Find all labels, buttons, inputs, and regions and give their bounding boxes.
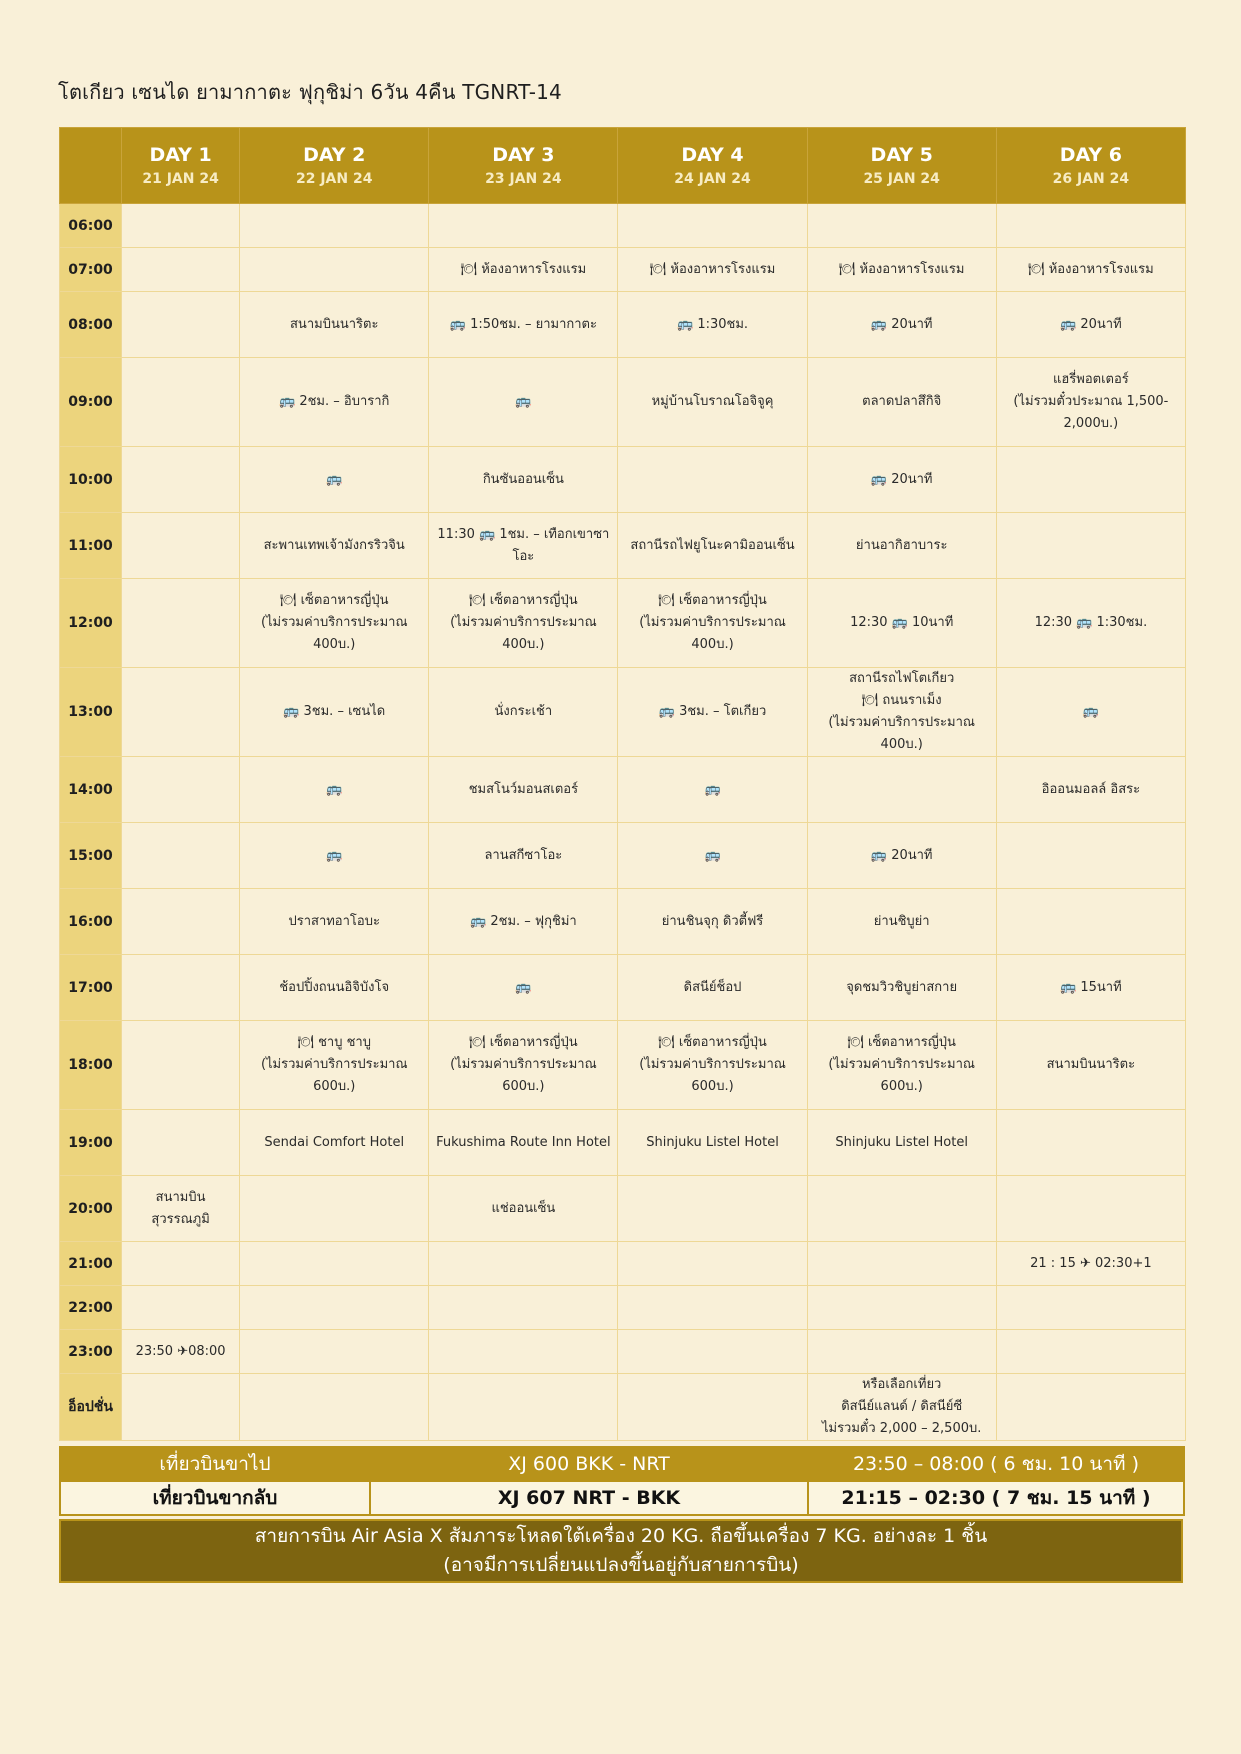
schedule-cell bbox=[122, 204, 240, 248]
schedule-cell bbox=[807, 204, 996, 248]
activity-text: หมู่บ้านโบราณโอจิจูคุ bbox=[651, 394, 774, 409]
schedule-cell bbox=[807, 292, 996, 358]
schedule-cell bbox=[996, 1374, 1185, 1441]
activity-text: 🍽 เซ็ตอาหารญี่ปุ่น (ไม่รวมค่าบริการประมาณ 400บ.) bbox=[639, 593, 786, 652]
schedule-cell bbox=[618, 447, 807, 513]
activity-text: 🚌 bbox=[515, 394, 532, 409]
schedule-cell bbox=[807, 823, 996, 889]
schedule-row bbox=[60, 1110, 1186, 1176]
schedule-cell bbox=[240, 358, 429, 447]
schedule-cell bbox=[429, 1021, 618, 1110]
schedule-cell bbox=[429, 292, 618, 358]
schedule-cell bbox=[618, 358, 807, 447]
time-slot: 15:00 bbox=[60, 823, 122, 889]
day-date: 22 JAN 24 bbox=[295, 170, 373, 187]
schedule-cell bbox=[122, 955, 240, 1021]
activity-text: กินซันออนเซ็น bbox=[482, 471, 564, 487]
schedule-cell bbox=[807, 1330, 996, 1374]
schedule-cell bbox=[240, 1374, 429, 1441]
schedule-row bbox=[60, 248, 1186, 292]
activity-text: ดิสนีย์ช็อป bbox=[683, 979, 742, 995]
schedule-cell bbox=[240, 668, 429, 757]
schedule-cell bbox=[122, 358, 240, 447]
schedule-cell bbox=[618, 248, 807, 292]
schedule-cell bbox=[240, 1286, 429, 1330]
schedule-cell bbox=[122, 1110, 240, 1176]
schedule-cell bbox=[240, 1330, 429, 1374]
schedule-cell bbox=[807, 1242, 996, 1286]
schedule-cell bbox=[429, 1330, 618, 1374]
activity-text: 🚌 2ชม. – อิบารากิ bbox=[279, 394, 390, 409]
schedule-cell bbox=[618, 1176, 807, 1242]
schedule-cell bbox=[429, 204, 618, 248]
schedule-cell bbox=[122, 757, 240, 823]
day-header bbox=[618, 128, 807, 204]
activity-text: 🍽 เซ็ตอาหารญี่ปุ่น (ไม่รวมค่าบริการประมาณ 600บ.) bbox=[828, 1035, 975, 1094]
schedule-cell bbox=[429, 1286, 618, 1330]
activity-text: แฮรี่พอตเตอร์ (ไม่รวมตั๋วประมาณ 1,500-2,000บ.) bbox=[1013, 372, 1169, 431]
schedule-cell bbox=[807, 889, 996, 955]
schedule-cell bbox=[996, 358, 1185, 447]
schedule-cell bbox=[240, 1021, 429, 1110]
page-title: โตเกียว เซนได ยามากาตะ ฟุกุชิม่า 6วัน 4คืน TGNRT-14 bbox=[58, 80, 562, 104]
day-header bbox=[429, 128, 618, 204]
schedule-cell bbox=[240, 955, 429, 1021]
activity-text: สนามบินสุวรรณภูมิ bbox=[151, 1189, 210, 1227]
day-name: DAY 6 bbox=[1059, 143, 1123, 166]
schedule-cell bbox=[996, 204, 1185, 248]
schedule-cell bbox=[240, 1176, 429, 1242]
schedule-cell bbox=[996, 1286, 1185, 1330]
schedule-cell bbox=[618, 1330, 807, 1374]
activity-text: ลานสกีซาโอะ bbox=[484, 847, 563, 863]
time-slot: 18:00 bbox=[60, 1021, 122, 1110]
schedule-cell bbox=[122, 1286, 240, 1330]
notice-line-1: สายการบิน Air Asia X สัมภาระโหลดใต้เครื่อง 20 KG. ถือขึ้นเครื่อง 7 KG. อย่างละ 1 ชิ้น bbox=[254, 1525, 988, 1547]
schedule-cell bbox=[996, 823, 1185, 889]
activity-text: 🚌 bbox=[326, 781, 343, 797]
activity-text: 🚌 bbox=[704, 781, 721, 797]
activity-text: 12:30 🚌 10นาที bbox=[850, 615, 954, 630]
schedule-cell bbox=[122, 292, 240, 358]
schedule-cell bbox=[996, 513, 1185, 579]
schedule-cell bbox=[429, 1176, 618, 1242]
schedule-cell bbox=[807, 955, 996, 1021]
day-name: DAY 1 bbox=[149, 143, 212, 166]
day-header bbox=[807, 128, 996, 204]
schedule-row bbox=[60, 668, 1186, 757]
day-name: DAY 5 bbox=[870, 143, 933, 166]
activity-text: สถานีรถไฟยูโนะคามิออนเซ็น bbox=[630, 537, 795, 553]
schedule-cell bbox=[618, 668, 807, 757]
schedule-cell bbox=[240, 1242, 429, 1286]
schedule-cell bbox=[429, 823, 618, 889]
outbound-route: XJ 600 BKK - NRT bbox=[370, 1447, 808, 1481]
time-slot: 16:00 bbox=[60, 889, 122, 955]
schedule-cell bbox=[996, 1021, 1185, 1110]
activity-text: ย่านชิบูย่า bbox=[873, 913, 930, 929]
schedule-cell bbox=[618, 292, 807, 358]
time-slot: 14:00 bbox=[60, 757, 122, 823]
schedule-cell bbox=[807, 668, 996, 757]
schedule-cell bbox=[807, 1021, 996, 1110]
schedule-cell bbox=[618, 1110, 807, 1176]
schedule-cell bbox=[240, 513, 429, 579]
activity-text: 🚌 20นาที bbox=[870, 316, 933, 332]
time-slot: 06:00 bbox=[60, 204, 122, 248]
time-slot: 19:00 bbox=[60, 1110, 122, 1176]
schedule-cell bbox=[807, 513, 996, 579]
schedule-cell bbox=[240, 889, 429, 955]
schedule-cell bbox=[996, 955, 1185, 1021]
day-header bbox=[996, 128, 1185, 204]
schedule-cell bbox=[996, 757, 1185, 823]
day-date: 23 JAN 24 bbox=[485, 170, 562, 187]
activity-text: หรือเลือกเที่ยว ดิสนีย์แลนด์ / ดิสนีย์ซี ไม่รวมตั๋ว 2,000 – 2,500บ. bbox=[821, 1377, 982, 1436]
schedule-cell bbox=[807, 1374, 996, 1441]
schedule-cell bbox=[807, 358, 996, 447]
schedule-row bbox=[60, 1242, 1186, 1286]
return-time: 21:15 – 02:30 ( 7 ชม. 15 นาที ) bbox=[808, 1481, 1184, 1515]
schedule-cell bbox=[240, 447, 429, 513]
itinerary-table bbox=[59, 127, 1186, 1441]
activity-text: ปราสาทอาโอบะ bbox=[288, 913, 380, 929]
activity-text: Shinjuku Listel Hotel bbox=[835, 1134, 968, 1150]
schedule-cell bbox=[429, 955, 618, 1021]
schedule-cell bbox=[429, 889, 618, 955]
schedule-cell bbox=[807, 1110, 996, 1176]
schedule-cell bbox=[807, 1176, 996, 1242]
schedule-cell bbox=[240, 757, 429, 823]
activity-text: 🚌 bbox=[515, 979, 532, 995]
activity-text: 🚌 20นาที bbox=[870, 471, 933, 487]
activity-text: 🍽 เซ็ตอาหารญี่ปุ่น (ไม่รวมค่าบริการประมาณ 400บ.) bbox=[450, 593, 597, 652]
schedule-cell bbox=[618, 889, 807, 955]
schedule-cell bbox=[122, 1374, 240, 1441]
schedule-row bbox=[60, 1176, 1186, 1242]
activity-text: ย่านชินจุกุ ดิวตี้ฟรี bbox=[661, 913, 764, 929]
schedule-cell bbox=[122, 447, 240, 513]
activity-text: 🍽 ห้องอาหารโรงแรม bbox=[1028, 261, 1154, 277]
activity-text: สนามบินนาริตะ bbox=[1046, 1057, 1136, 1072]
day-header bbox=[240, 128, 429, 204]
activity-text: 🍽 ห้องอาหารโรงแรม bbox=[649, 261, 776, 277]
outbound-time: 23:50 – 08:00 ( 6 ชม. 10 นาที ) bbox=[808, 1447, 1184, 1481]
activity-text: จุดชมวิวชิบูย่าสกาย bbox=[846, 979, 958, 995]
airline-notice bbox=[59, 1519, 1183, 1583]
time-slot: 07:00 bbox=[60, 248, 122, 292]
activity-text: 🚌 bbox=[326, 471, 343, 487]
schedule-cell bbox=[429, 513, 618, 579]
schedule-row bbox=[60, 955, 1186, 1021]
schedule-cell bbox=[618, 1021, 807, 1110]
day-name: DAY 2 bbox=[303, 143, 366, 166]
flight-summary bbox=[59, 1446, 1185, 1516]
activity-text: 🚌 2ชม. – ฟุกุชิม่า bbox=[470, 913, 577, 929]
schedule-cell bbox=[618, 757, 807, 823]
activity-text: 12:30 🚌 1:30ชม. bbox=[1034, 615, 1148, 630]
activity-text: 🚌 bbox=[326, 847, 343, 863]
schedule-cell bbox=[618, 955, 807, 1021]
schedule-cell bbox=[240, 292, 429, 358]
notice-line-2: (อาจมีการเปลี่ยนแปลงขึ้นอยู่กับสายการบิน) bbox=[443, 1554, 799, 1576]
schedule-cell bbox=[429, 358, 618, 447]
activity-text: 21 : 15 ✈ 02:30+1 bbox=[1030, 1255, 1152, 1271]
time-slot: 09:00 bbox=[60, 358, 122, 447]
activity-text: นั่งกระเช้า bbox=[494, 704, 553, 719]
day-header-row bbox=[60, 128, 1186, 204]
schedule-cell bbox=[122, 823, 240, 889]
activity-text: 🚌 3ชม. – โตเกียว bbox=[658, 704, 767, 719]
day-name: DAY 4 bbox=[681, 143, 744, 166]
schedule-cell bbox=[122, 1330, 240, 1374]
schedule-cell bbox=[429, 757, 618, 823]
activity-text: 🍽 ห้องอาหารโรงแรม bbox=[460, 261, 587, 277]
schedule-cell bbox=[122, 513, 240, 579]
schedule-row bbox=[60, 889, 1186, 955]
schedule-row bbox=[60, 1330, 1186, 1374]
outbound-flight-row bbox=[60, 1447, 1184, 1481]
schedule-cell bbox=[807, 757, 996, 823]
activity-text: 🚌 1:30ชม. bbox=[677, 316, 749, 332]
time-slot: 10:00 bbox=[60, 447, 122, 513]
schedule-row bbox=[60, 292, 1186, 358]
day-date: 24 JAN 24 bbox=[674, 170, 751, 187]
schedule-cell bbox=[996, 889, 1185, 955]
activity-text: สะพานเทพเจ้ามังกรริวจิน bbox=[263, 537, 405, 553]
schedule-cell bbox=[240, 579, 429, 668]
schedule-cell bbox=[122, 889, 240, 955]
activity-text: 23:50 ✈08:00 bbox=[135, 1343, 226, 1359]
outbound-label: เที่ยวบินขาไป bbox=[60, 1447, 370, 1481]
return-label: เที่ยวบินขากลับ bbox=[60, 1481, 370, 1515]
activity-text: 11:30 🚌 1ชม. – เทือกเขาซาโอะ bbox=[437, 526, 610, 564]
schedule-cell bbox=[807, 447, 996, 513]
activity-text: ช้อปปิ้งถนนอิจิบังโจ bbox=[279, 979, 390, 995]
schedule-cell bbox=[618, 1286, 807, 1330]
time-slot: 21:00 bbox=[60, 1242, 122, 1286]
activity-text: 🚌 1:50ชม. – ยามากาตะ bbox=[449, 316, 597, 332]
activity-text: Shinjuku Listel Hotel bbox=[646, 1134, 779, 1150]
schedule-cell bbox=[996, 579, 1185, 668]
day-date: 26 JAN 24 bbox=[1052, 170, 1130, 187]
day-name: DAY 3 bbox=[492, 143, 555, 166]
time-slot: 17:00 bbox=[60, 955, 122, 1021]
activity-text: 🚌 bbox=[704, 847, 721, 863]
day-date: 21 JAN 24 bbox=[142, 170, 219, 187]
activity-text: 🚌 20นาที bbox=[870, 847, 933, 863]
return-route: XJ 607 NRT - BKK bbox=[370, 1481, 808, 1515]
activity-text: 🍽 ชาบู ชาบู (ไม่รวมค่าบริการประมาณ 600บ.) bbox=[260, 1035, 408, 1094]
schedule-row bbox=[60, 757, 1186, 823]
schedule-cell bbox=[996, 668, 1185, 757]
time-slot: 08:00 bbox=[60, 292, 122, 358]
schedule-row bbox=[60, 447, 1186, 513]
schedule-row bbox=[60, 513, 1186, 579]
time-slot: 11:00 bbox=[60, 513, 122, 579]
schedule-row bbox=[60, 1374, 1186, 1441]
activity-text: ชมสโนว์มอนสเตอร์ bbox=[468, 781, 579, 797]
activity-text: อิออนมอลล์ อิสระ bbox=[1041, 781, 1141, 797]
schedule-cell bbox=[618, 823, 807, 889]
schedule-cell bbox=[996, 292, 1185, 358]
schedule-cell bbox=[240, 248, 429, 292]
schedule-cell bbox=[122, 1176, 240, 1242]
schedule-cell bbox=[429, 668, 618, 757]
schedule-cell bbox=[122, 579, 240, 668]
activity-text: ย่านอากิฮาบาระ bbox=[855, 537, 948, 553]
schedule-cell bbox=[429, 1242, 618, 1286]
day-date: 25 JAN 24 bbox=[863, 170, 940, 187]
activity-text: สถานีรถไฟโตเกียว 🍽 ถนนราเม็ง (ไม่รวมค่าบริการประมาณ 400บ.) bbox=[828, 671, 975, 752]
activity-text: แช่ออนเซ็น bbox=[491, 1200, 556, 1216]
time-slot: 23:00 bbox=[60, 1330, 122, 1374]
schedule-cell bbox=[996, 1242, 1185, 1286]
time-slot: 22:00 bbox=[60, 1286, 122, 1330]
schedule-cell bbox=[618, 1374, 807, 1441]
activity-text: 🚌 3ชม. – เซนได bbox=[283, 704, 386, 719]
activity-text: ตลาดปลาสึกิจิ bbox=[862, 394, 942, 409]
time-slot: อ็อปชั่น bbox=[60, 1374, 122, 1441]
schedule-row bbox=[60, 1286, 1186, 1330]
schedule-cell bbox=[240, 204, 429, 248]
schedule-cell bbox=[807, 579, 996, 668]
activity-text: สนามบินนาริตะ bbox=[290, 316, 379, 332]
schedule-cell bbox=[618, 204, 807, 248]
schedule-cell bbox=[618, 1242, 807, 1286]
schedule-cell bbox=[807, 1286, 996, 1330]
schedule-row bbox=[60, 358, 1186, 447]
schedule-cell bbox=[618, 513, 807, 579]
schedule-cell bbox=[240, 1110, 429, 1176]
schedule-cell bbox=[429, 447, 618, 513]
time-slot: 13:00 bbox=[60, 668, 122, 757]
schedule-cell bbox=[996, 1176, 1185, 1242]
schedule-cell bbox=[429, 1374, 618, 1441]
schedule-cell bbox=[240, 823, 429, 889]
schedule-cell bbox=[996, 248, 1185, 292]
schedule-cell bbox=[122, 1021, 240, 1110]
schedule-cell bbox=[122, 1242, 240, 1286]
schedule-cell bbox=[122, 668, 240, 757]
return-flight-row bbox=[60, 1481, 1184, 1515]
schedule-row bbox=[60, 579, 1186, 668]
schedule-row bbox=[60, 204, 1186, 248]
schedule-cell bbox=[122, 248, 240, 292]
schedule-cell bbox=[618, 579, 807, 668]
schedule-cell bbox=[429, 579, 618, 668]
schedule-cell bbox=[807, 248, 996, 292]
schedule-cell bbox=[996, 1330, 1185, 1374]
schedule-row bbox=[60, 823, 1186, 889]
day-header bbox=[122, 128, 240, 204]
time-slot: 20:00 bbox=[60, 1176, 122, 1242]
schedule-cell bbox=[996, 447, 1185, 513]
schedule-cell bbox=[996, 1110, 1185, 1176]
time-slot: 12:00 bbox=[60, 579, 122, 668]
activity-text: 🍽 ห้องอาหารโรงแรม bbox=[838, 261, 965, 277]
schedule-row bbox=[60, 1021, 1186, 1110]
activity-text: 🍽 เซ็ตอาหารญี่ปุ่น (ไม่รวมค่าบริการประมาณ 400บ.) bbox=[260, 593, 408, 652]
schedule-body bbox=[60, 204, 1186, 1441]
activity-text: 🚌 20นาที bbox=[1060, 316, 1122, 332]
activity-text: Sendai Comfort Hotel bbox=[264, 1134, 405, 1150]
activity-text: 🍽 เซ็ตอาหารญี่ปุ่น (ไม่รวมค่าบริการประมาณ 600บ.) bbox=[639, 1035, 786, 1094]
schedule-cell bbox=[429, 1110, 618, 1176]
activity-text: 🚌 15นาที bbox=[1060, 979, 1122, 995]
activity-text: 🍽 เซ็ตอาหารญี่ปุ่น (ไม่รวมค่าบริการประมาณ 600บ.) bbox=[450, 1035, 597, 1094]
activity-text: 🚌 bbox=[1082, 704, 1099, 719]
schedule-cell bbox=[429, 248, 618, 292]
time-header-cell bbox=[60, 128, 122, 204]
activity-text: Fukushima Route Inn Hotel bbox=[436, 1134, 611, 1150]
